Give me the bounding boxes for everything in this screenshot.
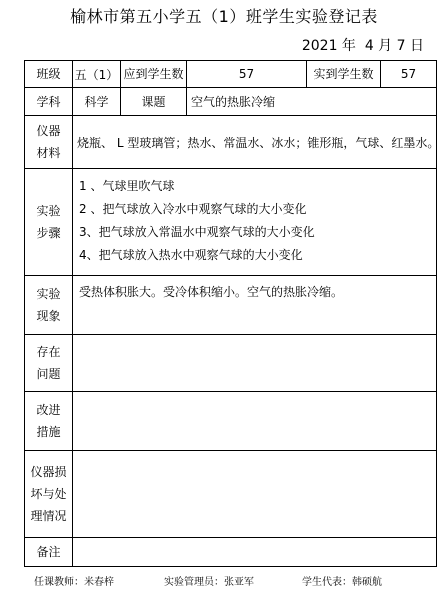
- problems-label: [25, 335, 73, 392]
- materials-value: 烧瓶、 L 型玻璃管；热水、常温水、冰水；锥形瓶，气球、红墨水。: [73, 116, 437, 169]
- damage-value: [73, 451, 437, 538]
- step-item: 1 、气球里吹气球: [79, 179, 175, 193]
- topic-label: 课题: [121, 88, 187, 116]
- row-materials: [25, 116, 437, 169]
- page-title: 榆林市第五小学五（1）班学生实验登记表: [70, 7, 378, 26]
- row-steps: [25, 169, 437, 276]
- materials-label-line2: 材料: [36, 146, 61, 160]
- steps-list: [73, 169, 437, 276]
- improvements-value: [73, 392, 437, 451]
- damage-label: [25, 451, 73, 538]
- row-class-info: [25, 61, 437, 88]
- materials-label: [25, 116, 73, 169]
- damage-label-line2: 坏与处: [30, 487, 67, 501]
- teacher-signature: 任课教师：米春梓: [34, 577, 114, 588]
- step-item: 3、把气球放入常温水中观察气球的大小变化: [79, 225, 315, 239]
- row-remarks: [25, 538, 437, 567]
- subject-label: 学科: [25, 88, 73, 116]
- row-subject: [25, 88, 437, 116]
- problems-value: [73, 335, 437, 392]
- topic-value: 空气的热胀冷缩: [187, 88, 437, 116]
- phenomenon-label-line1: 实验: [36, 287, 61, 301]
- experiment-record-table: [24, 60, 440, 567]
- class-label: 班级: [25, 61, 73, 88]
- materials-label-line1: 仪器: [36, 124, 61, 138]
- student-rep-signature: 学生代表：韩硕航: [302, 577, 382, 588]
- problems-label-line1: 存在: [36, 345, 61, 359]
- improvements-label: [25, 392, 73, 451]
- actual-students-label: 实到学生数: [307, 61, 381, 88]
- phenomenon-label: [25, 276, 73, 335]
- damage-label-line1: 仪器损: [30, 465, 67, 479]
- row-problems: [25, 335, 437, 392]
- admin-signature: 实验管理员：张亚军: [164, 577, 254, 588]
- row-damage: [25, 451, 437, 538]
- remarks-label: 备注: [25, 538, 73, 567]
- improvements-label-line2: 措施: [36, 425, 61, 439]
- problems-label-line2: 问题: [36, 367, 61, 381]
- actual-students-value: 57: [381, 61, 437, 88]
- phenomenon-label-line2: 现象: [36, 309, 61, 323]
- steps-label-line1: 实验: [36, 204, 61, 218]
- steps-label-line2: 步骤: [36, 226, 61, 240]
- steps-label: [25, 169, 73, 276]
- expected-students-value: 57: [187, 61, 307, 88]
- row-improvements: [25, 392, 437, 451]
- row-phenomenon: [25, 276, 437, 335]
- subject-value: 科学: [73, 88, 121, 116]
- record-date: 2021 年 4 月 7 日: [301, 38, 424, 54]
- step-item: 2 、把气球放入冷水中观察气球的大小变化: [79, 202, 307, 216]
- damage-label-line3: 理情况: [30, 509, 67, 523]
- improvements-label-line1: 改进: [36, 403, 61, 417]
- class-value: 五（1）: [73, 61, 121, 88]
- phenomenon-value: 受热体积胀大。受冷体积缩小。空气的热胀冷缩。: [73, 276, 437, 335]
- step-item: 4、把气球放入热水中观察气球的大小变化: [79, 248, 303, 262]
- remarks-value: [73, 538, 437, 567]
- expected-students-label: 应到学生数: [121, 61, 187, 88]
